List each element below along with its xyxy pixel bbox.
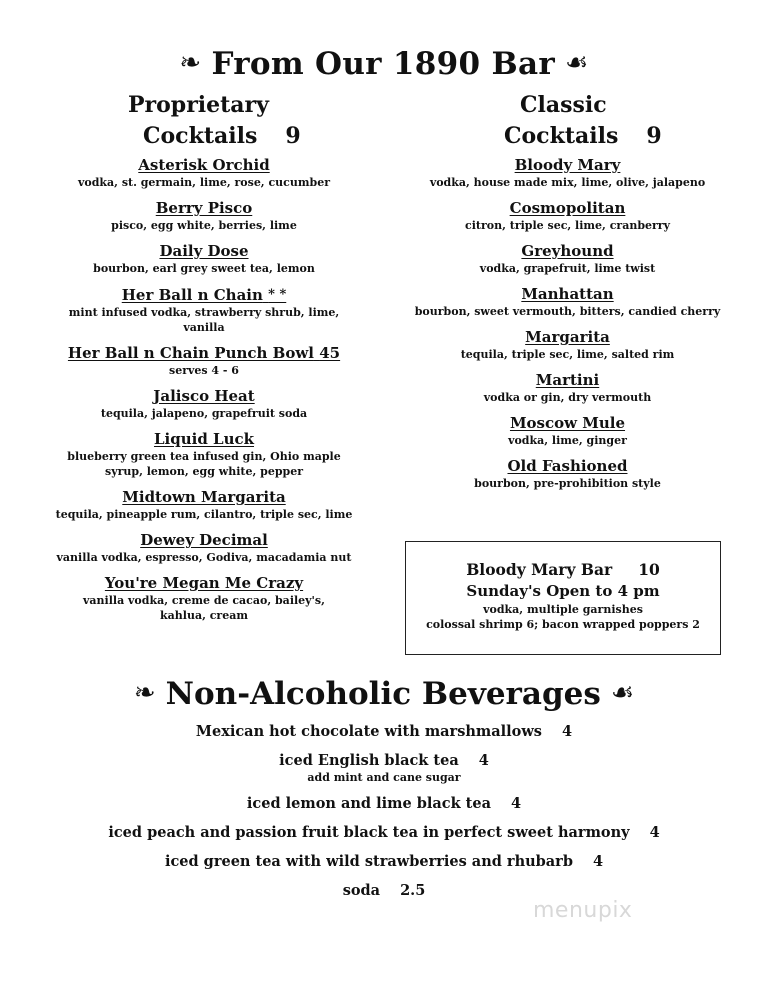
item-description: bourbon, pre-prohibition style [474, 477, 661, 490]
proprietary-item-list [34, 156, 374, 632]
item-price: 45 [319, 344, 341, 362]
item-description: vodka, house made mix, lime, olive, jalapeno [429, 176, 706, 189]
bloody-mary-bar-description: vodka, multiple garnishes [483, 603, 643, 616]
item-name: Liquid Luck [153, 430, 255, 448]
page-title-text: From Our 1890 Bar [211, 46, 555, 82]
bloody-mary-bar-addons: colossal shrimp 6; bacon wrapped poppers 2 [426, 618, 700, 631]
beverage-item [0, 722, 768, 742]
proprietary-price: 9 [285, 123, 301, 149]
item-name: Daily Dose [159, 242, 249, 260]
page-title [0, 46, 768, 82]
item-description: vodka, lime, ginger [508, 434, 627, 447]
beverage-item [0, 751, 768, 785]
item-description: tequila, jalapeno, grapefruit soda [100, 407, 308, 420]
beverage-name: iced lemon and lime black tea [246, 795, 492, 812]
non-alcoholic-list [0, 722, 768, 910]
beverage-item [0, 852, 768, 872]
bloody-mary-bar-title-line [406, 559, 720, 581]
menu-item [400, 199, 735, 233]
item-note-asterisks: * * [268, 287, 287, 302]
item-description: vanilla vodka, espresso, Godiva, macadamia nut [56, 551, 352, 564]
menu-item [400, 156, 735, 190]
item-name: Bloody Mary [514, 156, 621, 174]
item-name: Old Fashioned [507, 457, 628, 475]
non-alcoholic-title-text: Non-Alcoholic Beverages [165, 676, 601, 712]
beverage-price: 4 [592, 853, 604, 870]
beverage-name: soda [342, 882, 381, 899]
item-description: blueberry green tea infused gin, Ohio maple syrup, lemon, egg white, pepper [67, 450, 341, 478]
menu-item [400, 371, 735, 405]
item-name-line [34, 285, 374, 305]
beverage-price: 2.5 [400, 882, 426, 899]
fleuron-left-icon: ❧ [133, 678, 156, 708]
fleuron-left-icon: ❧ [179, 48, 202, 78]
item-description: pisco, egg white, berries, lime [111, 219, 297, 232]
item-description: serves 4 - 6 [169, 364, 239, 377]
beverage-name: iced peach and passion fruit black tea in perfect sweet harmony [108, 824, 630, 841]
menu-item [34, 156, 374, 190]
beverage-price: 4 [478, 752, 489, 769]
menu-item [34, 430, 374, 479]
beverage-name: iced English black tea [279, 752, 459, 769]
item-description: tequila, pineapple rum, cilantro, triple sec, lime [55, 508, 353, 521]
item-description: tequila, triple sec, lime, salted rim [460, 348, 675, 361]
beverage-item [0, 881, 768, 901]
item-name: Midtown Margarita [122, 488, 286, 506]
item-description: citron, triple sec, lime, cranberry [465, 219, 670, 232]
item-name: Margarita [525, 328, 610, 346]
menu-item [400, 414, 735, 448]
menu-item [400, 328, 735, 362]
beverage-item [0, 794, 768, 814]
item-name: Dewey Decimal [140, 531, 268, 549]
menu-item [34, 574, 374, 623]
proprietary-heading-text: Cocktails [143, 123, 258, 149]
beverage-name: Mexican hot chocolate with marshmallows [195, 723, 542, 740]
menu-item [400, 457, 735, 491]
watermark-logo: menupix [533, 898, 633, 923]
item-name: You're Megan Me Crazy [104, 574, 304, 592]
beverage-name: iced green tea with wild strawberries and rhubarb [164, 853, 573, 870]
beverage-price: 4 [511, 795, 522, 812]
fleuron-right-icon: ☙ [565, 48, 589, 78]
item-description: bourbon, earl grey sweet tea, lemon [93, 262, 315, 275]
item-description: vanilla vodka, creme de cacao, bailey's, kahlua, cream [83, 594, 325, 622]
item-name: Cosmopolitan [509, 199, 626, 217]
classic-heading-line2 [504, 121, 662, 152]
menu-item [34, 242, 374, 276]
item-name: Asterisk Orchid [138, 156, 270, 174]
item-name: Martini [535, 371, 600, 389]
bloody-mary-bar-price: 10 [638, 560, 660, 579]
proprietary-heading-line2 [143, 121, 301, 152]
classic-heading-line1: Classic [520, 92, 607, 118]
menu-item [34, 531, 374, 565]
item-name: Her Ball n Chain [121, 286, 263, 304]
menu-item [400, 242, 735, 276]
menu-item [34, 285, 374, 335]
item-description: vodka, grapefruit, lime twist [479, 262, 656, 275]
beverage-item [0, 823, 768, 843]
item-description: vodka, st. germain, lime, rose, cucumber [77, 176, 330, 189]
item-name: Moscow Mule [509, 414, 626, 432]
menu-item [34, 387, 374, 421]
bloody-mary-bar-box [405, 541, 721, 655]
proprietary-heading-line1: Proprietary [128, 92, 269, 118]
fleuron-right-icon: ☙ [610, 678, 635, 708]
menu-item [34, 488, 374, 522]
item-name: Berry Pisco [155, 199, 253, 217]
classic-heading-text: Cocktails [504, 123, 619, 149]
item-name-line [34, 344, 374, 363]
item-description: mint infused vodka, strawberry shrub, lime, vanilla [68, 306, 340, 334]
menu-item [34, 344, 374, 378]
bloody-mary-bar-hours: Sunday's Open to 4 pm [466, 582, 660, 600]
non-alcoholic-title [0, 676, 768, 712]
bloody-mary-bar-title: Bloody Mary Bar [466, 560, 613, 579]
menu-item [34, 199, 374, 233]
classic-price: 9 [646, 123, 662, 149]
item-description: vodka or gin, dry vermouth [483, 391, 652, 404]
item-name: Her Ball n Chain Punch Bowl [67, 344, 314, 362]
classic-item-list [400, 156, 735, 500]
beverage-note: add mint and cane sugar [307, 771, 461, 784]
item-name: Jalisco Heat [153, 387, 255, 405]
item-name: Manhattan [521, 285, 614, 303]
beverage-price: 4 [561, 723, 573, 740]
item-description: bourbon, sweet vermouth, bitters, candied cherry [414, 305, 721, 318]
menu-item [400, 285, 735, 319]
beverage-price: 4 [649, 824, 660, 841]
item-name: Greyhound [521, 242, 614, 260]
